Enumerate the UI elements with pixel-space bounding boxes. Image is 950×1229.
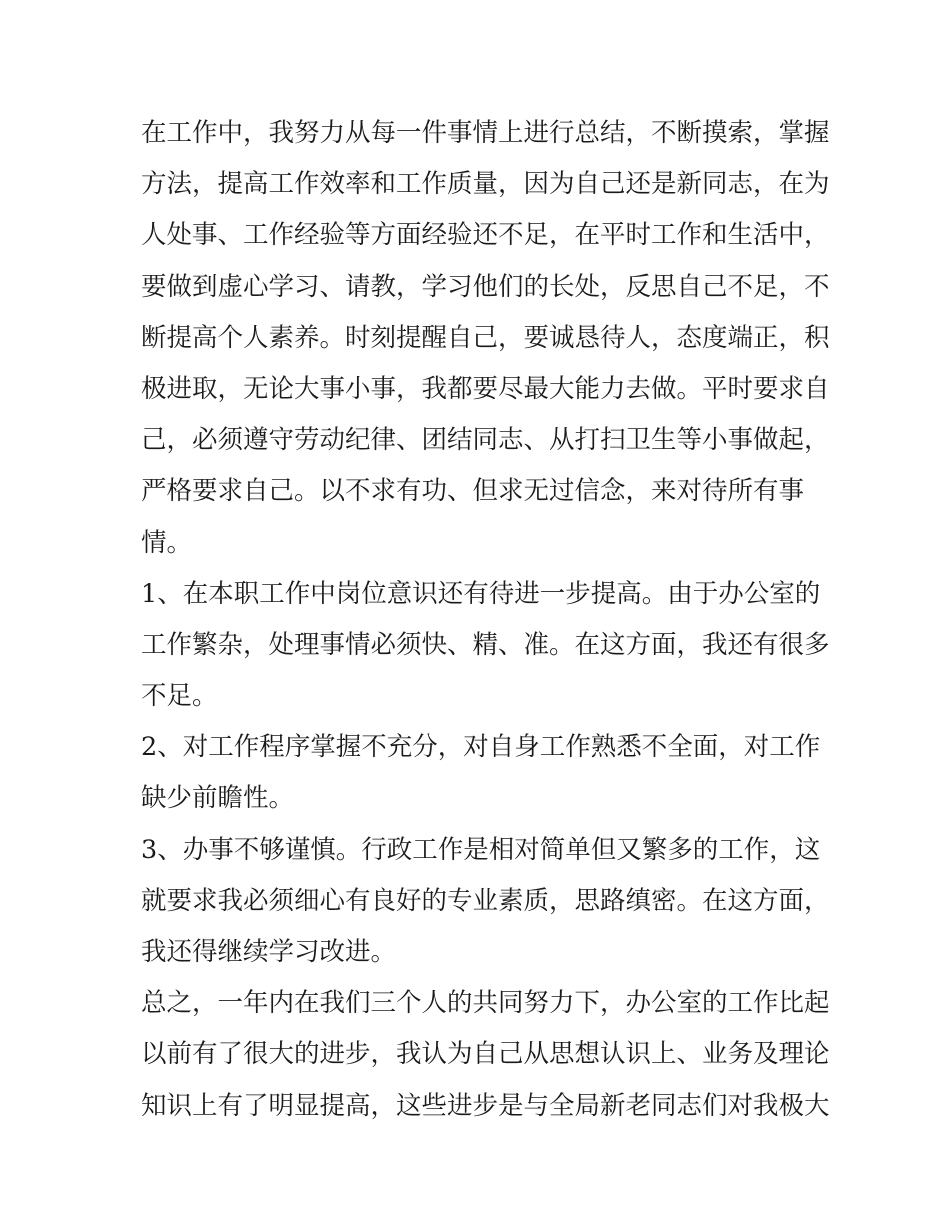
text-line: 不足。 (141, 681, 218, 712)
text-line: 知识上有了明显提高，这些进步是与全局新老同志们对我极大 (141, 1090, 830, 1121)
text-line: 工作繁杂，处理事情必须快、精、准。在这方面，我还有很多 (141, 629, 830, 660)
text-line: 己，必须遵守劳动纪律、团结同志、从打扫卫生等小事做起， (141, 425, 830, 456)
text-line: 在工作中，我努力从每一件事情上进行总结，不断摸索，掌握 (141, 118, 830, 148)
text-line: 以前有了很大的进步，我认为自己从思想认识上、业务及理论 (141, 1039, 830, 1070)
text-line: 缺少前瞻性。 (141, 783, 295, 814)
text-line: 就要求我必须细心有良好的专业素质，思路缜密。在这方面， (141, 885, 830, 916)
text-line: 方法，提高工作效率和工作质量，因为自己还是新同志，在为 (141, 169, 830, 200)
text-line: 极进取，无论大事小事，我都要尽最大能力去做。平时要求自 (141, 373, 830, 404)
list-item-1: 1、在本职工作中岗位意识还有待进一步提高。由于办公室的 (141, 578, 821, 609)
text-line: 断提高个人素养。时刻提醒自己，要诚恳待人，态度端正，积 (141, 322, 830, 353)
text-line: 严格要求自己。以不求有功、但求无过信念，来对待所有事 (141, 476, 805, 507)
list-item-2: 2、对工作程序掌握不充分，对自身工作熟悉不全面，对工作 (141, 732, 821, 763)
document-body (141, 108, 830, 1132)
text-line: 要做到虚心学习、请教，学习他们的长处，反思自己不足，不 (141, 271, 830, 302)
text-line: 人处事、工作经验等方面经验还不足，在平时工作和生活中， (141, 220, 830, 251)
list-item-3: 3、办事不够谨慎。行政工作是相对简单但又繁多的工作，这 (141, 834, 821, 865)
text-line: 总之，一年内在我们三个人的共同努力下，办公室的工作比起 (141, 988, 830, 1019)
text-line: 我还得继续学习改进。 (141, 937, 397, 967)
text-line: 情。 (141, 527, 193, 558)
